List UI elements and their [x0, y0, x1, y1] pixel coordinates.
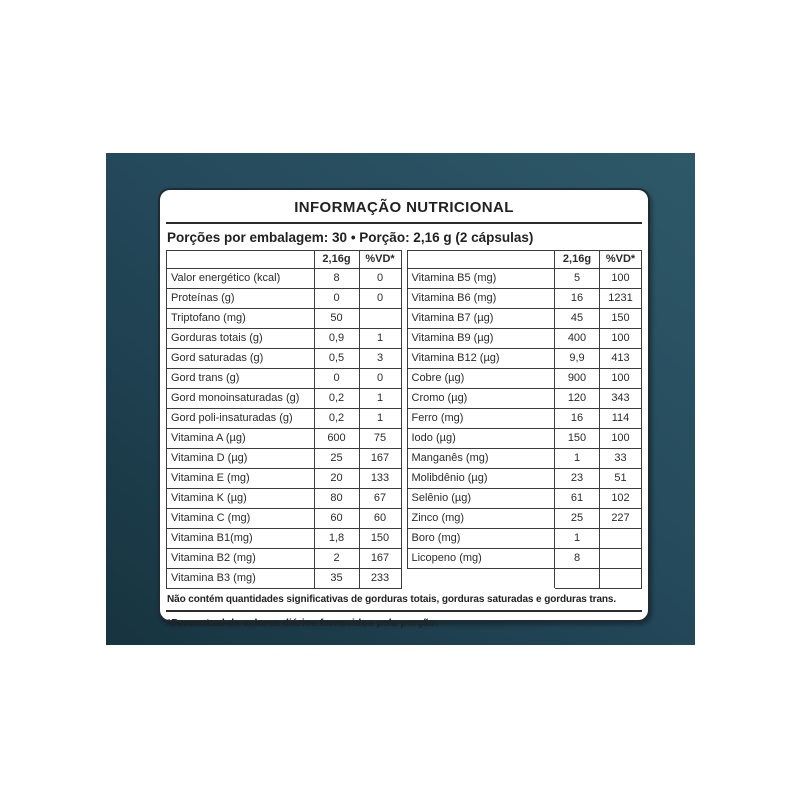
nutrient-label: [407, 569, 555, 589]
dv-value: 0: [359, 269, 401, 289]
dv-value: [600, 569, 642, 589]
amount-value: 16: [555, 409, 600, 429]
dv-value: 1: [359, 409, 401, 429]
table-row: [167, 289, 402, 309]
amount-value: 60: [314, 509, 359, 529]
table-row: [407, 409, 642, 429]
table-row: [407, 329, 642, 349]
table-row: [407, 469, 642, 489]
amount-value: 0,5: [314, 349, 359, 369]
nutrient-label: Gord trans (g): [167, 369, 315, 389]
amount-value: 400: [555, 329, 600, 349]
dv-value: 233: [359, 569, 401, 589]
amount-value: 61: [555, 489, 600, 509]
table-row: [407, 289, 642, 309]
amount-value: 1: [555, 529, 600, 549]
table-row: [167, 469, 402, 489]
amount-value: 0: [314, 289, 359, 309]
nutrient-label: Iodo (µg): [407, 429, 555, 449]
table-row: [167, 489, 402, 509]
dv-value: 167: [359, 449, 401, 469]
nutrient-label: Cromo (µg): [407, 389, 555, 409]
dv-value: 100: [600, 429, 642, 449]
table-header-row: [407, 251, 642, 269]
nutrient-label: Molibdênio (µg): [407, 469, 555, 489]
table-row: [407, 449, 642, 469]
dv-value: 227: [600, 509, 642, 529]
amount-column-header: 2,16g: [555, 251, 600, 269]
table-row: [167, 569, 402, 589]
table-row: [167, 409, 402, 429]
table-row: [167, 509, 402, 529]
amount-value: 150: [555, 429, 600, 449]
nutrient-label: Vitamina B12 (µg): [407, 349, 555, 369]
dv-value: 133: [359, 469, 401, 489]
amount-value: 35: [314, 569, 359, 589]
table-row: [167, 449, 402, 469]
table-row: [407, 489, 642, 509]
amount-value: 20: [314, 469, 359, 489]
dv-value: 1: [359, 389, 401, 409]
nutrient-label: Gorduras totais (g): [167, 329, 315, 349]
table-row: [167, 549, 402, 569]
product-label-background: [106, 153, 695, 645]
nutrient-label: Manganês (mg): [407, 449, 555, 469]
nutrition-tables: [166, 250, 642, 589]
table-row: [407, 429, 642, 449]
dv-value: 100: [600, 329, 642, 349]
table-row: [167, 529, 402, 549]
amount-value: [555, 569, 600, 589]
table-row: [407, 529, 642, 549]
nutrient-label: Selênio (µg): [407, 489, 555, 509]
table-row: [407, 509, 642, 529]
dv-column-header: %VD*: [600, 251, 642, 269]
dv-value: 413: [600, 349, 642, 369]
amount-value: 9,9: [555, 349, 600, 369]
dv-value: [600, 529, 642, 549]
nutrition-facts-title: INFORMAÇÃO NUTRICIONAL: [166, 190, 642, 224]
nutrition-table-left: [166, 250, 402, 589]
amount-column-header: 2,16g: [314, 251, 359, 269]
dv-value: 150: [359, 529, 401, 549]
nutrient-label: Vitamina A (µg): [167, 429, 315, 449]
amount-value: 25: [555, 509, 600, 529]
amount-value: 0: [314, 369, 359, 389]
table-row: [167, 329, 402, 349]
table-header-row: [167, 251, 402, 269]
table-row: [167, 389, 402, 409]
table-row: [407, 349, 642, 369]
amount-value: 2: [314, 549, 359, 569]
amount-value: 45: [555, 309, 600, 329]
amount-value: 0,9: [314, 329, 359, 349]
dv-value: [600, 549, 642, 569]
no-significant-amounts-note: Não contém quantidades significativas de gorduras totais, gorduras saturadas e gorduras trans.: [166, 592, 642, 612]
amount-value: 0,2: [314, 409, 359, 429]
empty-header-cell: [167, 251, 315, 269]
dv-value: 60: [359, 509, 401, 529]
nutrition-table-right: [407, 250, 643, 589]
nutrient-label: Vitamina B1(mg): [167, 529, 315, 549]
amount-value: 5: [555, 269, 600, 289]
dv-value: 100: [600, 369, 642, 389]
nutrient-label: Gord saturadas (g): [167, 349, 315, 369]
nutrient-label: Vitamina B6 (mg): [407, 289, 555, 309]
table-row: [407, 269, 642, 289]
nutrient-label: Gord poli-insaturadas (g): [167, 409, 315, 429]
nutrient-label: Vitamina D (µg): [167, 449, 315, 469]
table-row: [407, 389, 642, 409]
nutrient-label: Triptofano (mg): [167, 309, 315, 329]
dv-value: 1231: [600, 289, 642, 309]
table-row: [407, 549, 642, 569]
empty-header-cell: [407, 251, 555, 269]
nutrient-label: Vitamina B9 (µg): [407, 329, 555, 349]
dv-value: 343: [600, 389, 642, 409]
dv-value: 67: [359, 489, 401, 509]
amount-value: 25: [314, 449, 359, 469]
amount-value: 16: [555, 289, 600, 309]
table-row: [167, 309, 402, 329]
dv-column-header: %VD*: [359, 251, 401, 269]
dv-value: 150: [600, 309, 642, 329]
amount-value: 600: [314, 429, 359, 449]
dv-value: 102: [600, 489, 642, 509]
nutrient-label: Gord monoinsaturadas (g): [167, 389, 315, 409]
nutrient-label: Boro (mg): [407, 529, 555, 549]
nutrient-label: Vitamina B5 (mg): [407, 269, 555, 289]
nutrient-label: Vitamina E (mg): [167, 469, 315, 489]
nutrient-label: Ferro (mg): [407, 409, 555, 429]
dv-value: 167: [359, 549, 401, 569]
dv-value: 75: [359, 429, 401, 449]
amount-value: 50: [314, 309, 359, 329]
serving-info: Porções por embalagem: 30 • Porção: 2,16 g (2 cápsulas): [167, 230, 534, 245]
amount-value: 80: [314, 489, 359, 509]
nutrient-label: Vitamina B7 (µg): [407, 309, 555, 329]
table-row: [407, 309, 642, 329]
nutrient-label: Vitamina K (µg): [167, 489, 315, 509]
dv-value: 1: [359, 329, 401, 349]
nutrient-label: Vitamina B2 (mg): [167, 549, 315, 569]
amount-value: 8: [555, 549, 600, 569]
dv-value: 114: [600, 409, 642, 429]
nutrient-label: Vitamina C (mg): [167, 509, 315, 529]
dv-value: 3: [359, 349, 401, 369]
dv-value: 100: [600, 269, 642, 289]
nutrient-label: Licopeno (mg): [407, 549, 555, 569]
table-row: [167, 349, 402, 369]
amount-value: 120: [555, 389, 600, 409]
nutrient-label: Vitamina B3 (mg): [167, 569, 315, 589]
nutrition-facts-card: [158, 188, 650, 629]
nutrient-label: Cobre (µg): [407, 369, 555, 389]
daily-values-footnote: *Percentual de valores diários fornecidos pela porção.: [167, 617, 439, 629]
dv-value: 0: [359, 289, 401, 309]
nutrient-label: Zinco (mg): [407, 509, 555, 529]
table-row: [167, 369, 402, 389]
amount-value: 1: [555, 449, 600, 469]
dv-value: 0: [359, 369, 401, 389]
table-row: [407, 369, 642, 389]
dv-value: [359, 309, 401, 329]
table-row: [167, 429, 402, 449]
table-row: [167, 269, 402, 289]
dv-value: 51: [600, 469, 642, 489]
nutrient-label: Proteínas (g): [167, 289, 315, 309]
dv-value: 33: [600, 449, 642, 469]
amount-value: 23: [555, 469, 600, 489]
amount-value: 8: [314, 269, 359, 289]
amount-value: 0,2: [314, 389, 359, 409]
amount-value: 900: [555, 369, 600, 389]
nutrient-label: Valor energético (kcal): [167, 269, 315, 289]
amount-value: 1,8: [314, 529, 359, 549]
table-row: [407, 569, 642, 589]
